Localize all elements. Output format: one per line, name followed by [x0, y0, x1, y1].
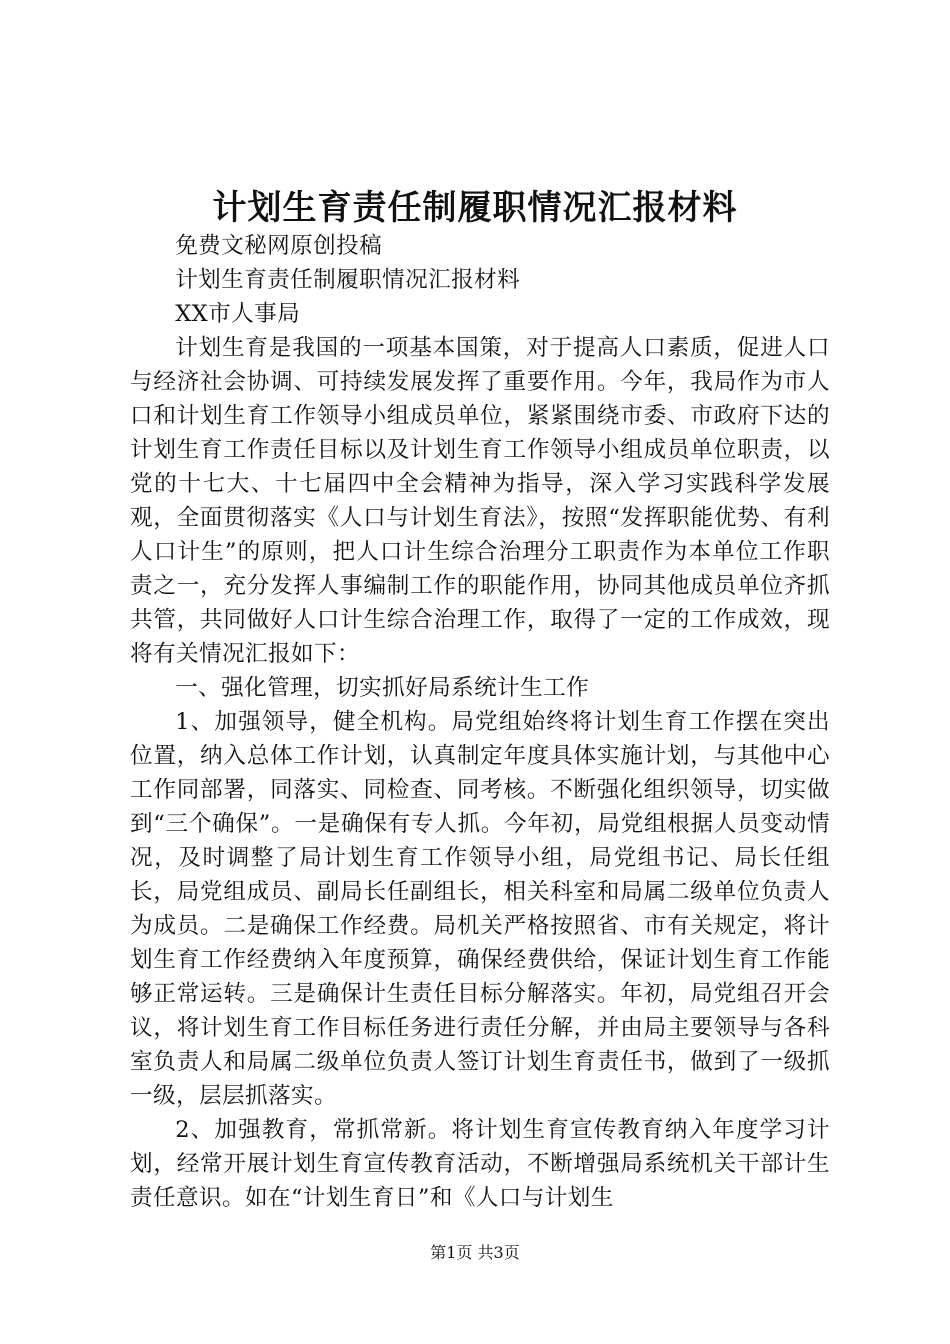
body-paragraph: 2、加强教育，常抓常新。将计划生育宣传教育纳入年度学习计划，经常开展计划生育宣传教育活动，不断增强局系统机关干部计生责任意识。如在“计划生育日”和《人口与计划生	[130, 1117, 830, 1211]
source-line: 免费文秘网原创投稿	[175, 233, 383, 259]
section-heading: 一、强化管理，切实抓好局系统计生工作	[175, 675, 590, 701]
document-body	[130, 229, 830, 1215]
body-paragraph: 1、加强领导，健全机构。局党组始终将计划生育工作摆在突出位置，纳入总体工作计划，认真制定年度具体实施计划，与其他中心工作同部署，同落实、同检查、同考核。不断强化组织领导，切实做到“三个确保”。一是确保有专人抓。今年初，局党组根据人员变动情况，及时调整了局计划生育工作领导小组，局党组书记、局长任组长，局党组成员、副局长任副组长，相关科室和局属二级单位负责人为成员。二是确保工作经费。局机关严格按照省、市有关规定，将计划生育工作经费纳入年度预算，确保经费供给，保证计划生育工作能够正常运转。三是确保计生责任目标分解落实。年初，局党组召开会议，将计划生育工作目标任务进行责任分解，并由局主要领导与各科室负责人和局属二级单位负责人签订计划生育责任书，做到了一级抓一级，层层抓落实。	[130, 709, 830, 1109]
document-title: 计划生育责任制履职情况汇报材料	[212, 188, 738, 228]
body-paragraph: 计划生育是我国的一项基本国策，对于提高人口素质，促进人口与经济社会协调、可持续发展发挥了重要作用。今年，我局作为市人口和计划生育工作领导小组成员单位，紧紧围绕市委、市政府下达的计划生育工作责任目标以及计划生育工作领导小组成员单位职责，以党的十七大、十七届四中全会精神为指导，深入学习实践科学发展观，全面贯彻落实《人口与计划生育法》，按照“发挥职能优势、有利人口计生”的原则，把人口计生综合治理分工职责作为本单位工作职责之一，充分发挥人事编制工作的职能作用，协同其他成员单位齐抓共管，共同做好人口计生综合治理工作，取得了一定的工作成效，现将有关情况汇报如下：	[130, 335, 830, 667]
author-line: XX市人事局	[175, 301, 301, 327]
subtitle-line: 计划生育责任制履职情况汇报材料	[175, 267, 521, 293]
page-footer: 第1页 共3页	[430, 1243, 520, 1262]
